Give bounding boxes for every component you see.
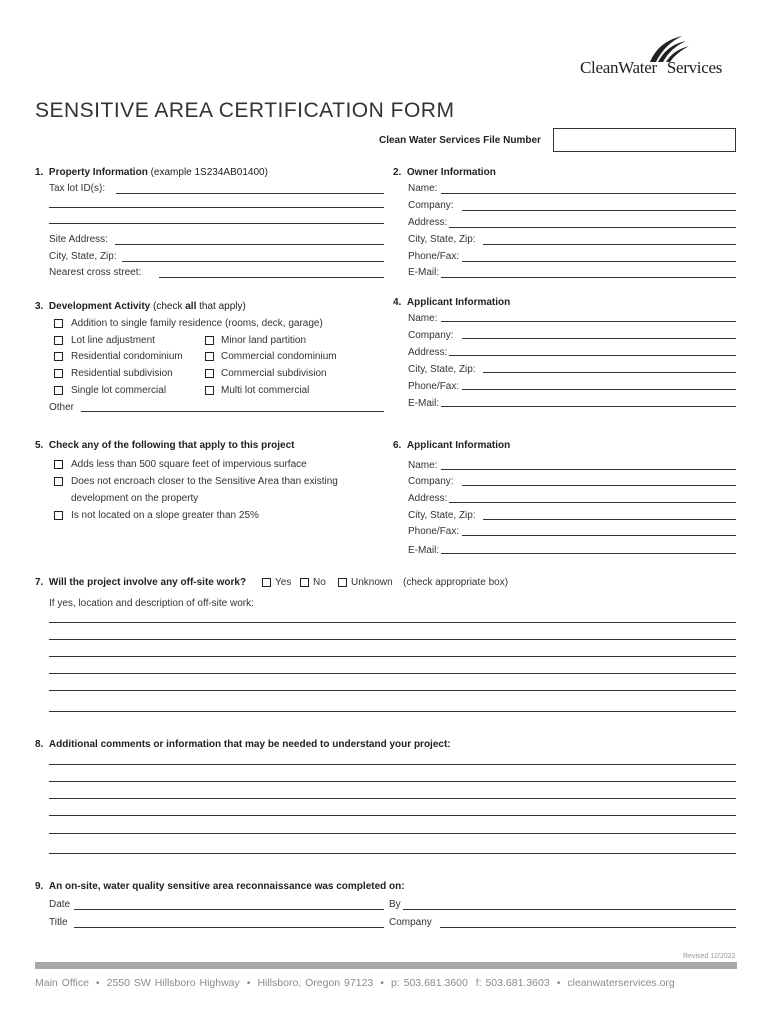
tax-lot-field-2[interactable] (49, 207, 384, 208)
cross-street-label: Nearest cross street: (49, 267, 142, 278)
section-4-heading (393, 297, 510, 308)
applicant2-name-field[interactable] (441, 469, 736, 470)
title-label: Title (49, 917, 68, 928)
section-5-heading (35, 440, 294, 451)
applicant-company-field[interactable] (462, 338, 736, 339)
date-label: Date (49, 899, 71, 910)
com-condo-checkbox[interactable] (205, 352, 214, 361)
offsite-yes-label: Yes (275, 577, 292, 588)
applicant2-phone-label: Phone/Fax: (408, 526, 460, 537)
multi-lot-commercial-label: Multi lot commercial (221, 385, 310, 396)
lot-line-checkbox[interactable] (54, 336, 63, 345)
footer-website[interactable]: cleanwaterservices.org (567, 977, 675, 989)
date-field[interactable] (74, 909, 384, 910)
section-8-title: Additional comments or information that may be needed to understand your project: (48, 739, 451, 750)
tax-lot-field[interactable] (116, 193, 384, 194)
offsite-description-label: If yes, location and description of off-site work: (49, 598, 254, 609)
applicant2-company-field[interactable] (462, 485, 736, 486)
multi-lot-commercial-checkbox[interactable] (205, 386, 214, 395)
city-state-zip-label: City, State, Zip: (49, 251, 117, 262)
offsite-no-label: No (313, 577, 326, 588)
logo-services: Services (666, 58, 723, 77)
footer-phone: p: 503.681.3600 (390, 977, 468, 989)
owner-email-field[interactable] (441, 277, 736, 278)
applicant-phone-label: Phone/Fax: (408, 381, 460, 392)
applicant-name-label: Name: (408, 313, 438, 324)
applicant-address-label: Address: (408, 347, 448, 358)
offsite-line-2[interactable] (49, 639, 736, 640)
comments-line-2[interactable] (49, 781, 736, 782)
encroach-label-cont: development on the property (71, 493, 199, 504)
title-field[interactable] (74, 927, 384, 928)
section-4-title: Applicant Information (406, 297, 511, 308)
section-8-number: 8. (35, 739, 44, 750)
offsite-line-1[interactable] (49, 622, 736, 623)
applicant-email-label: E-Mail: (408, 398, 440, 409)
lot-line-label: Lot line adjustment (71, 335, 155, 346)
section-3-number: 3. (35, 301, 44, 312)
impervious-checkbox[interactable] (54, 460, 63, 469)
section-1-title: Property Information (48, 167, 148, 178)
footer-separator: • (95, 977, 100, 989)
res-subdivision-checkbox[interactable] (54, 369, 63, 378)
encroach-label: Does not encroach closer to the Sensitive Area than existing (71, 476, 338, 487)
section-1-heading (35, 167, 268, 178)
section-4-number: 4. (393, 297, 402, 308)
owner-address-label: Address: (408, 217, 448, 228)
owner-name-label: Name: (408, 183, 438, 194)
res-subdivision-label: Residential subdivision (71, 368, 173, 379)
applicant-city-field[interactable] (483, 372, 736, 373)
section-2-heading (393, 167, 496, 178)
footer-city: Hillsboro, Oregon 97123 (257, 977, 374, 989)
slope-checkbox[interactable] (54, 511, 63, 520)
section-6-title: Applicant Information (406, 440, 511, 451)
offsite-line-4[interactable] (49, 673, 736, 674)
owner-phone-label: Phone/Fax: (408, 251, 460, 262)
section-3-title: Development Activity (48, 301, 151, 312)
site-address-field[interactable] (115, 244, 384, 245)
tax-lot-field-3[interactable] (49, 223, 384, 224)
addition-label: Addition to single family residence (rooms, deck, garage) (71, 318, 323, 329)
section-6-heading (393, 440, 510, 451)
owner-company-label: Company: (408, 200, 454, 211)
section-5-title: Check any of the following that apply to this project (48, 440, 295, 451)
logo-clean-water: CleanWater (580, 58, 657, 77)
section-3-hint-pre: (check (153, 301, 186, 312)
offsite-yes-checkbox[interactable] (262, 578, 271, 587)
comments-line-5[interactable] (49, 833, 736, 834)
applicant2-phone-field[interactable] (462, 535, 736, 536)
company-field[interactable] (440, 927, 736, 928)
clean-water-services-logo (572, 34, 742, 82)
com-condo-label: Commercial condominium (221, 351, 337, 362)
section-7-heading (35, 577, 246, 588)
footer-contact (35, 977, 675, 989)
applicant-name-field[interactable] (441, 321, 736, 322)
section-2-number: 2. (393, 167, 402, 178)
page-title: SENSITIVE AREA CERTIFICATION FORM (35, 99, 455, 122)
comments-line-6[interactable] (49, 853, 736, 854)
applicant2-email-field[interactable] (441, 553, 736, 554)
section-9-heading (35, 881, 405, 892)
section-1-hint: (example 1S234AB01400) (150, 167, 268, 178)
section-7-title: Will the project involve any off-site work? (48, 577, 247, 588)
res-condo-checkbox[interactable] (54, 352, 63, 361)
applicant-email-field[interactable] (441, 406, 736, 407)
other-field[interactable] (81, 411, 384, 412)
section-8-heading (35, 739, 451, 750)
cross-street-field[interactable] (159, 277, 384, 278)
section-5-number: 5. (35, 440, 44, 451)
footer-fax: f: 503.681.3603 (475, 977, 550, 989)
section-3-hint-bold: all (185, 301, 197, 312)
by-field[interactable] (403, 909, 736, 910)
footer-address: 2550 SW Hillsboro Highway (106, 977, 240, 989)
res-condo-label: Residential condominium (71, 351, 183, 362)
com-subdivision-checkbox[interactable] (205, 369, 214, 378)
owner-company-field[interactable] (462, 210, 736, 211)
file-number-label: Clean Water Services File Number (379, 135, 541, 146)
owner-phone-field[interactable] (462, 261, 736, 262)
impervious-label: Adds less than 500 square feet of impervious surface (71, 459, 307, 470)
applicant2-city-label: City, State, Zip: (408, 510, 476, 521)
section-2-title: Owner Information (406, 167, 496, 178)
footer-separator: • (246, 977, 251, 989)
applicant2-city-field[interactable] (483, 519, 736, 520)
owner-name-field[interactable] (441, 193, 736, 194)
offsite-line-3[interactable] (49, 656, 736, 657)
offsite-line-5[interactable] (49, 690, 736, 691)
owner-email-label: E-Mail: (408, 267, 440, 278)
section-1-number: 1. (35, 167, 44, 178)
com-subdivision-label: Commercial subdivision (221, 368, 327, 379)
section-3-hint-post: that apply) (196, 301, 246, 312)
comments-line-3[interactable] (49, 798, 736, 799)
section-3-heading (35, 301, 246, 312)
footer-office: Main Office (35, 977, 89, 989)
owner-address-field[interactable] (449, 227, 736, 228)
minor-partition-label: Minor land partition (221, 335, 307, 346)
owner-city-label: City, State, Zip: (408, 234, 476, 245)
other-label: Other (49, 402, 75, 413)
single-lot-commercial-label: Single lot commercial (71, 385, 167, 396)
applicant2-address-field[interactable] (449, 502, 736, 503)
offsite-no-checkbox[interactable] (300, 578, 309, 587)
applicant2-company-label: Company: (408, 476, 454, 487)
offsite-unknown-label: Unknown (351, 577, 393, 588)
offsite-hint: (check appropriate box) (403, 577, 509, 588)
footer-separator: • (380, 977, 384, 989)
encroach-checkbox[interactable] (54, 477, 63, 486)
file-number-field[interactable] (553, 128, 736, 152)
applicant2-name-label: Name: (408, 460, 438, 471)
comments-line-1[interactable] (49, 764, 736, 765)
section-6-number: 6. (393, 440, 402, 451)
city-state-zip-field[interactable] (122, 261, 384, 262)
minor-partition-checkbox[interactable] (205, 336, 214, 345)
applicant-phone-field[interactable] (462, 389, 736, 390)
applicant2-address-label: Address: (408, 493, 448, 504)
footer-divider (35, 962, 737, 969)
offsite-unknown-checkbox[interactable] (338, 578, 347, 587)
section-9-title: An on-site, water quality sensitive area reconnaissance was completed on: (48, 881, 405, 892)
company-label: Company (389, 917, 432, 928)
site-address-label: Site Address: (49, 234, 108, 245)
single-lot-commercial-checkbox[interactable] (54, 386, 63, 395)
section-7-number: 7. (35, 577, 44, 588)
footer-separator: • (556, 977, 561, 989)
applicant-address-field[interactable] (449, 355, 736, 356)
offsite-line-6[interactable] (49, 711, 736, 712)
applicant2-email-label: E-Mail: (408, 545, 440, 556)
by-label: By (389, 899, 401, 910)
revised-date: Revised 12/2022 (683, 953, 736, 960)
slope-label: Is not located on a slope greater than 25% (71, 510, 259, 521)
section-9-number: 9. (35, 881, 44, 892)
addition-checkbox[interactable] (54, 319, 63, 328)
applicant-city-label: City, State, Zip: (408, 364, 476, 375)
tax-lot-label: Tax lot ID(s): (49, 183, 106, 194)
owner-city-field[interactable] (483, 244, 736, 245)
comments-line-4[interactable] (49, 815, 736, 816)
applicant-company-label: Company: (408, 330, 454, 341)
